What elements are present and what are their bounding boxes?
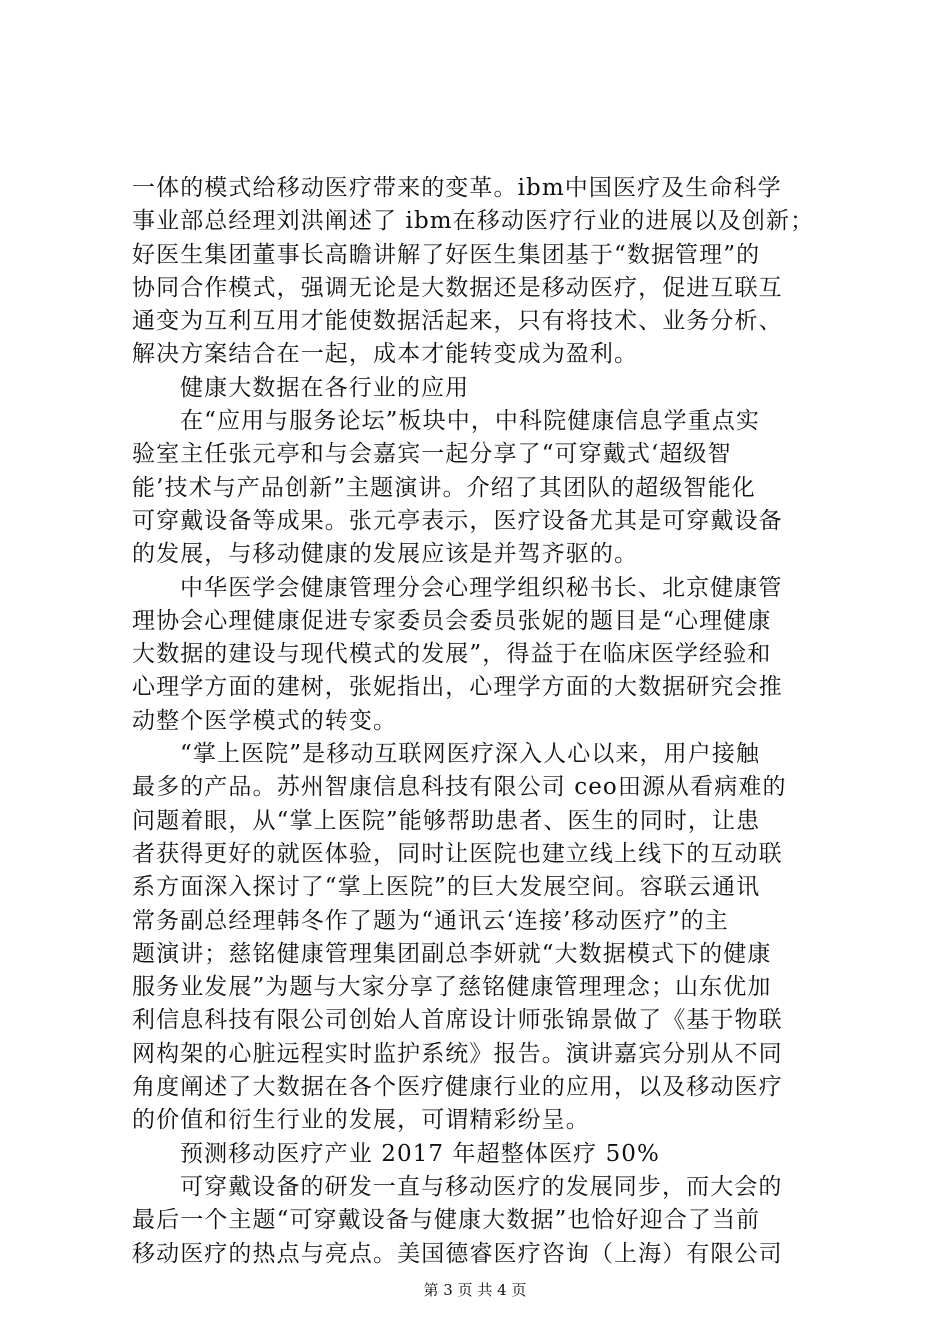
text-line: 可穿戴设备的研发一直与移动医疗的发展同步，而大会的 xyxy=(180,1173,783,1200)
page-footer: 第 3 页 共 4 页 xyxy=(423,1281,527,1299)
text-line: 最多的产品。苏州智康信息科技有限公司 ceo田源从看病难的 xyxy=(132,774,787,801)
text-line: 问题着眼，从“掌上医院”能够帮助患者、医生的同时，让患 xyxy=(132,807,761,834)
text-line: 移动医疗的热点与亮点。美国德睿医疗咨询（上海）有限公司 xyxy=(132,1240,783,1267)
text-line: 大数据的建设与现代模式的发展”，得益于在临床医学经验和 xyxy=(132,641,772,668)
text-line: 者获得更好的就医体验，同时让医院也建立线上线下的互动联 xyxy=(132,840,783,867)
text-line: 网构架的心脏远程实时监护系统》报告。演讲嘉宾分别从不同 xyxy=(132,1040,783,1067)
text-line: 验室主任张元亭和与会嘉宾一起分享了“可穿戴式‘超级智 xyxy=(132,441,732,468)
text-line: 预测移动医疗产业 2017 年超整体医疗 50% xyxy=(180,1140,660,1167)
text-line: 动整个医学模式的转变。 xyxy=(132,707,398,734)
text-line: 利信息科技有限公司创始人首席设计师张锦景做了《基于物联 xyxy=(132,1007,783,1034)
text-line: 解决方案结合在一起，成本才能转变成为盈利。 xyxy=(132,341,639,368)
text-line: 在“应用与服务论坛”板块中，中科院健康信息学重点实 xyxy=(180,408,761,435)
text-line: 协同合作模式，强调无论是大数据还是移动医疗，促进互联互 xyxy=(132,274,783,301)
text-line: 系方面深入探讨了“掌上医院”的巨大发展空间。容联云通讯 xyxy=(132,874,761,901)
text-line: 一体的模式给移动医疗带来的变革。ibm中国医疗及生命科学 xyxy=(132,175,782,201)
text-line: 事业部总经理刘洪阐述了 ibm在移动医疗行业的进展以及创新； xyxy=(132,208,815,235)
text-line: 理协会心理健康促进专家委员会委员张妮的题目是“心理健康 xyxy=(132,607,772,634)
text-line: 的发展，与移动健康的发展应该是并驾齐驱的。 xyxy=(132,541,639,568)
text-line: 中华医学会健康管理分会心理学组织秘书长、北京健康管 xyxy=(180,574,783,601)
text-line: 可穿戴设备等成果。张元亭表示，医疗设备尤其是可穿戴设备 xyxy=(132,507,783,534)
text-line: 最后一个主题“可穿戴设备与健康大数据”也恰好迎合了当前 xyxy=(132,1207,761,1234)
text-line: 能’技术与产品创新”主题演讲。介绍了其团队的超级智能化 xyxy=(132,474,756,501)
text-line: 的价值和衍生行业的发展，可谓精彩纷呈。 xyxy=(132,1107,590,1134)
text-line: 心理学方面的建树，张妮指出，心理学方面的大数据研究会推 xyxy=(132,674,783,701)
document-body xyxy=(132,172,832,1271)
text-line: 角度阐述了大数据在各个医疗健康行业的应用，以及移动医疗 xyxy=(132,1074,783,1101)
text-line: 题演讲；慈铭健康管理集团副总李妍就“大数据模式下的健康 xyxy=(132,940,772,967)
text-line: 常务副总经理韩冬作了题为“通讯云‘连接’移动医疗”的主 xyxy=(132,907,729,934)
text-line: 通变为互利互用才能使数据活起来，只有将技术、业务分析、 xyxy=(132,308,783,335)
text-line: 服务业发展”为题与大家分享了慈铭健康管理理念；山东优加 xyxy=(132,974,772,1001)
text-line: 好医生集团董事长高瞻讲解了好医生集团基于“数据管理”的 xyxy=(132,241,761,268)
text-line: 健康大数据在各行业的应用 xyxy=(180,374,470,401)
text-line: “掌上医院”是移动互联网医疗深入人心以来，用户接触 xyxy=(180,741,761,768)
